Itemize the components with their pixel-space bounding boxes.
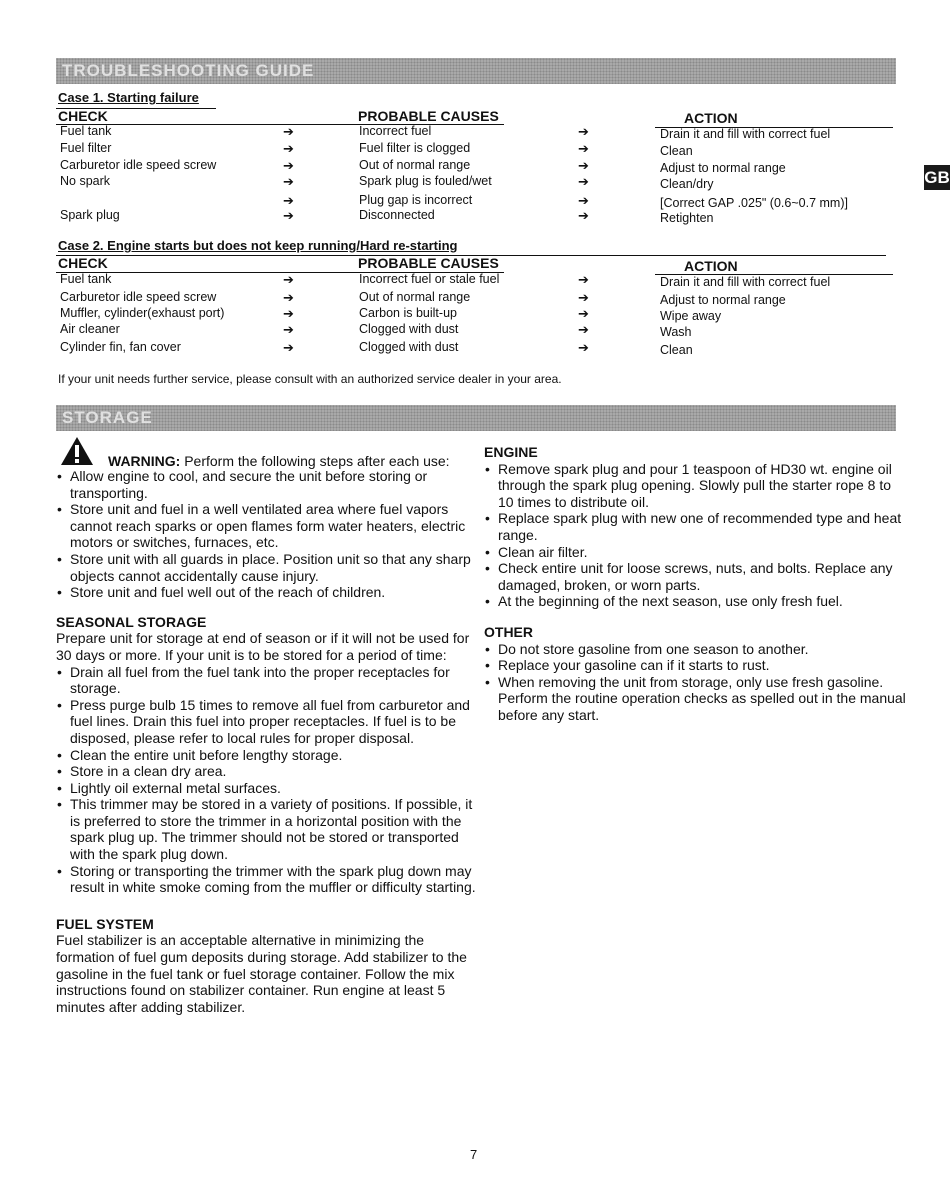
warning-list xyxy=(56,468,476,601)
case1-arrow-icon: ➔ xyxy=(283,208,294,223)
fuel-system-text: Fuel stabilizer is an acceptable alternative in minimizing the formation of fuel gum deposits during storage. Add stabilizer to the gasoline in the fuel tank or fuel storage container. Follow the mix instructions found on stabilizer container. Run engine at least 5 minutes after adding stabilizer. xyxy=(56,932,467,1015)
seasonal-storage-heading: SEASONAL STORAGE xyxy=(56,613,207,630)
case2-action-cell: Drain it and fill with correct fuel xyxy=(660,275,831,289)
storage-banner xyxy=(56,405,896,431)
case1-check-cell: Carburetor idle speed screw xyxy=(60,158,217,172)
warning-line xyxy=(56,446,476,468)
warning-text: Perform the following steps after each use: xyxy=(184,453,450,469)
case2-check-cell: Carburetor idle speed screw xyxy=(60,290,217,304)
case1-check-cell: No spark xyxy=(60,174,111,188)
case2-action-cell: Wipe away xyxy=(660,309,722,323)
fuel-system-heading: FUEL SYSTEM xyxy=(56,915,154,932)
case1-arrow-icon: ➔ xyxy=(283,193,294,208)
case1-action-cell: Clean/dry xyxy=(660,177,714,191)
list-item: • When removing the unit from storage, only use fresh gasoline. Perform the routine operation checks as spelled out in the manual before any start. xyxy=(484,674,909,724)
case2-check-cell: Fuel tank xyxy=(60,272,112,286)
case2-arrow-icon: ➔ xyxy=(283,272,294,287)
troubleshooting-guide-banner xyxy=(56,58,896,84)
case2-arrow-icon: ➔ xyxy=(578,290,589,305)
case2-check-cell: Muffler, cylinder(exhaust port) xyxy=(60,306,225,320)
seasonal-storage-intro: Prepare unit for storage at end of season or if it will not be used for 30 days or more. If your unit is to be stored for a period of time: xyxy=(56,630,470,663)
case2-action-header: ACTION xyxy=(684,258,738,274)
case1-action-cell: Drain it and fill with correct fuel xyxy=(660,127,831,141)
list-item: • Check entire unit for loose screws, nuts, and bolts. Replace any damaged, broken, or worn parts. xyxy=(484,560,909,593)
case1-causes-header: PROBABLE CAUSES xyxy=(358,108,499,124)
case2-arrow-icon: ➔ xyxy=(578,340,589,355)
storage-right-column xyxy=(484,446,909,724)
warning-label: WARNING: xyxy=(108,453,181,469)
case2-cause-cell: Incorrect fuel or stale fuel xyxy=(359,272,500,286)
case2-cause-cell: Out of normal range xyxy=(359,290,471,304)
case1-arrow-icon: ➔ xyxy=(283,158,294,173)
case1-arrow-icon: ➔ xyxy=(578,141,589,156)
case2-check-cell: Air cleaner xyxy=(60,322,120,336)
case1-check-cell: Fuel tank xyxy=(60,124,112,138)
case2-action-cell: Clean xyxy=(660,343,693,357)
case1-check-cell: Fuel filter xyxy=(60,141,112,155)
engine-list xyxy=(484,461,909,610)
storage-title: STORAGE xyxy=(62,408,153,427)
engine-heading: ENGINE xyxy=(484,444,538,460)
list-item: • Lightly oil external metal surfaces. xyxy=(56,780,476,797)
list-item: • Replace your gasoline can if it starts to rust. xyxy=(484,657,909,674)
case2-causes-header: PROBABLE CAUSES xyxy=(358,255,499,271)
case1-cause-cell: Spark plug is fouled/wet xyxy=(359,174,492,188)
list-item: • Store unit and fuel in a well ventilated area where fuel vapors cannot reach sparks or open flames form water heaters, electric motors or switches, furnaces, etc. xyxy=(56,501,476,551)
list-item: • Storing or transporting the trimmer with the spark plug down may result in white smoke coming from the muffler or difficulty starting. xyxy=(56,863,476,896)
case1-header-rule-left xyxy=(56,124,504,125)
seasonal-storage-list xyxy=(56,664,476,896)
storage-left-column xyxy=(56,446,476,1015)
list-item: • Clean the entire unit before lengthy storage. xyxy=(56,747,476,764)
case1-cause-cell: Disconnected xyxy=(359,208,435,222)
case1-action-cell: Adjust to normal range xyxy=(660,161,786,175)
list-item: • Drain all fuel from the fuel tank into the proper receptacles for storage. xyxy=(56,664,476,697)
case2-action-cell: Wash xyxy=(660,325,692,339)
case2-action-cell: Adjust to normal range xyxy=(660,293,786,307)
case1-cause-cell: Incorrect fuel xyxy=(359,124,432,138)
case1-title: Case 1. Starting failure xyxy=(58,90,199,105)
list-item: • This trimmer may be stored in a variety of positions. If possible, it is preferred to store the trimmer in a horizontal position with the spark plug up. The trimmer should not be stored or transported with the spark plug down. xyxy=(56,796,476,862)
case1-arrow-icon: ➔ xyxy=(578,174,589,189)
case1-action-cell: [Correct GAP .025" (0.6~0.7 mm)] xyxy=(660,196,848,210)
case1-cause-cell: Out of normal range xyxy=(359,158,471,172)
case2-cause-cell: Clogged with dust xyxy=(359,322,459,336)
language-tab-gb: GB xyxy=(924,165,950,190)
case1-cause-cell: Fuel filter is clogged xyxy=(359,141,471,155)
list-item: • Clean air filter. xyxy=(484,544,909,561)
case2-arrow-icon: ➔ xyxy=(578,322,589,337)
case2-arrow-icon: ➔ xyxy=(283,340,294,355)
list-item: • Replace spark plug with new one of recommended type and heat range. xyxy=(484,510,909,543)
warning-icon xyxy=(60,436,94,466)
case1-arrow-icon: ➔ xyxy=(283,124,294,139)
case2-arrow-icon: ➔ xyxy=(283,306,294,321)
case2-cause-cell: Clogged with dust xyxy=(359,340,459,354)
case2-check-header: CHECK xyxy=(58,255,108,271)
case1-arrow-icon: ➔ xyxy=(283,174,294,189)
case1-action-cell: Retighten xyxy=(660,211,714,225)
list-item: • Do not store gasoline from one season to another. xyxy=(484,641,909,658)
case2-arrow-icon: ➔ xyxy=(283,322,294,337)
list-item: • Store in a clean dry area. xyxy=(56,763,476,780)
other-heading: OTHER xyxy=(484,623,533,640)
case2-check-cell: Cylinder fin, fan cover xyxy=(60,340,181,354)
case1-action-header: ACTION xyxy=(684,110,738,126)
page-number: 7 xyxy=(470,1147,478,1162)
case1-check-header: CHECK xyxy=(58,108,108,124)
case1-action-cell: Clean xyxy=(660,144,693,158)
case1-arrow-icon: ➔ xyxy=(578,158,589,173)
case2-arrow-icon: ➔ xyxy=(578,306,589,321)
case1-arrow-icon: ➔ xyxy=(578,208,589,223)
list-item: • Store unit and fuel well out of the reach of children. xyxy=(56,584,476,601)
case2-title: Case 2. Engine starts but does not keep running/Hard re-starting xyxy=(58,238,458,253)
case2-arrow-icon: ➔ xyxy=(283,290,294,305)
case1-cause-cell: Plug gap is incorrect xyxy=(359,193,473,207)
list-item: • At the beginning of the next season, use only fresh fuel. xyxy=(484,593,909,610)
case2-cause-cell: Carbon is built-up xyxy=(359,306,457,320)
list-item: • Store unit with all guards in place. Position unit so that any sharp objects cannot accidentally cause injury. xyxy=(56,551,476,584)
troubleshooting-guide-title: TROUBLESHOOTING GUIDE xyxy=(62,61,315,80)
case1-arrow-icon: ➔ xyxy=(578,193,589,208)
case1-arrow-icon: ➔ xyxy=(578,124,589,139)
list-item: • Press purge bulb 15 times to remove all fuel from carburetor and fuel lines. Drain this fuel into proper receptacles. If fuel is to be disposed, please refer to local rules for proper disposal. xyxy=(56,697,476,747)
case2-arrow-icon: ➔ xyxy=(578,272,589,287)
list-item: • Remove spark plug and pour 1 teaspoon of HD30 wt. engine oil through the spark plug opening. Slowly pull the starter rope 8 to 10 times to distribute oil. xyxy=(484,461,909,511)
other-list xyxy=(484,641,909,724)
list-item: • Allow engine to cool, and secure the unit before storing or transporting. xyxy=(56,468,476,501)
case1-arrow-icon: ➔ xyxy=(283,141,294,156)
case1-check-cell: Spark plug xyxy=(60,208,120,222)
service-note: If your unit needs further service, please consult with an authorized service dealer in your area. xyxy=(58,372,562,386)
